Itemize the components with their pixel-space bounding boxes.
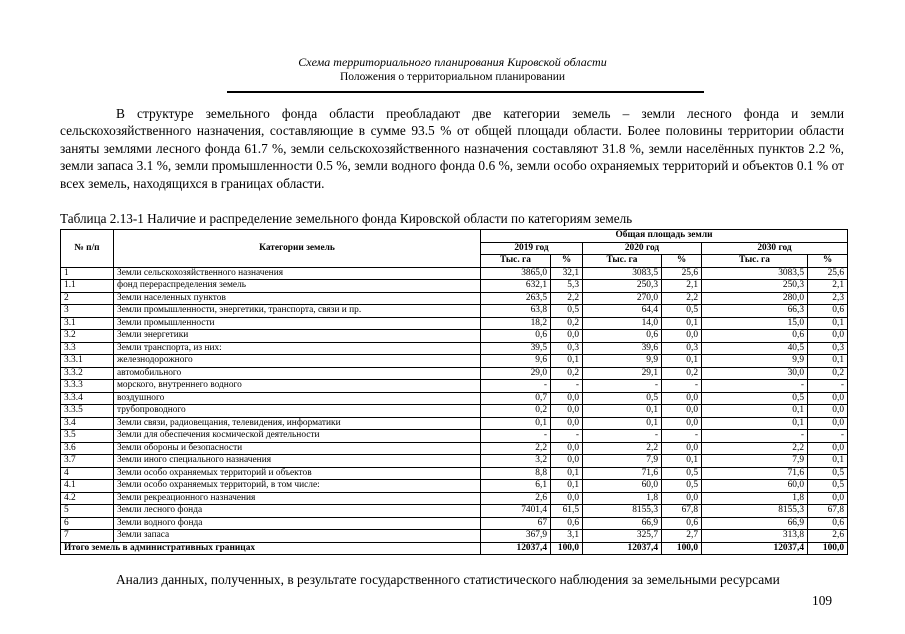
row-percent: -	[808, 380, 848, 393]
table-row	[61, 455, 848, 468]
row-area: -	[702, 430, 808, 443]
row-number: 3	[61, 305, 114, 318]
row-percent: 0,5	[808, 480, 848, 493]
row-percent: -	[551, 430, 583, 443]
table-row	[61, 330, 848, 343]
row-percent: 0,3	[808, 342, 848, 355]
row-category: Земли связи, радиовещания, телевидения, информатики	[114, 417, 481, 430]
row-category: Земли промышленности, энергетики, транспорта, связи и пр.	[114, 305, 481, 318]
row-area: 0,1	[583, 417, 662, 430]
row-area: 66,9	[702, 517, 808, 530]
row-category: воздушного	[114, 392, 481, 405]
row-percent: 0,0	[662, 492, 702, 505]
document-header-title: Схема территориального планирования Кировской области	[298, 55, 607, 69]
row-number: 3.3.3	[61, 380, 114, 393]
row-percent: 0,1	[662, 455, 702, 468]
total-percent: 100,0	[551, 542, 583, 555]
table-row	[61, 292, 848, 305]
row-area: 71,6	[702, 467, 808, 480]
row-percent: 0,0	[551, 330, 583, 343]
table-body	[61, 267, 848, 555]
total-label: Итого земель в административных границах	[61, 542, 481, 555]
table-row	[61, 367, 848, 380]
table-row	[61, 267, 848, 280]
row-area: 2,2	[481, 442, 551, 455]
row-area: 313,8	[702, 530, 808, 543]
table-row	[61, 355, 848, 368]
row-number: 3.4	[61, 417, 114, 430]
row-number: 3.2	[61, 330, 114, 343]
row-number: 3.3.2	[61, 367, 114, 380]
row-percent: 0,1	[551, 467, 583, 480]
row-percent: 0,1	[808, 355, 848, 368]
page-number: 109	[812, 593, 833, 608]
row-category: Земли рекреационного назначения	[114, 492, 481, 505]
row-percent: 2,3	[808, 292, 848, 305]
intro-paragraph: В структуре земельного фонда области преобладают две категории земель – земли лесного фонда и земли сельскохозяйственного назначения, составляющие в сумме 93.5 % от общей площади области. Более половины территории области заняты землями лесного фонда 61.7 %, земли сельскохозяйственного назначения составляют 31.8 %, земли населённых пунктов 2.2 %, земли запаса 3.1 %, земли промышленности 0.5 %, земли водного фонда 0.6 %, земли особо охраняемых территорий и объектов 0.1 % от всех земель, находящихся в границах области.	[60, 106, 844, 191]
row-area: -	[583, 380, 662, 393]
row-area: 60,0	[702, 480, 808, 493]
row-area: 250,3	[702, 280, 808, 293]
row-percent: 0,0	[551, 392, 583, 405]
row-category: трубопроводного	[114, 405, 481, 418]
row-percent: 0,3	[662, 342, 702, 355]
total-area: 12037,4	[583, 542, 662, 555]
header-pct: %	[551, 255, 583, 268]
row-number: 3.3.5	[61, 405, 114, 418]
row-percent: 0,0	[662, 405, 702, 418]
row-area: 64,4	[583, 305, 662, 318]
closing-paragraph: Анализ данных, полученных, в результате государственного статистического наблюдения за земельными ресурсами	[116, 572, 780, 587]
row-area: -	[702, 380, 808, 393]
row-area: 66,9	[583, 517, 662, 530]
row-area: 1,8	[583, 492, 662, 505]
row-category: Земли лесного фонда	[114, 505, 481, 518]
row-area: 66,3	[702, 305, 808, 318]
row-percent: 2,6	[808, 530, 848, 543]
row-percent: -	[551, 380, 583, 393]
row-percent: 0,0	[808, 492, 848, 505]
row-percent: 0,0	[551, 417, 583, 430]
row-percent: 0,2	[551, 367, 583, 380]
header-pct: %	[808, 255, 848, 268]
row-area: 270,0	[583, 292, 662, 305]
row-percent: 0,0	[551, 455, 583, 468]
row-area: 0,5	[702, 392, 808, 405]
row-category: железнодорожного	[114, 355, 481, 368]
row-category: морского, внутреннего водного	[114, 380, 481, 393]
row-area: -	[481, 380, 551, 393]
row-area: 250,3	[583, 280, 662, 293]
row-area: 7,9	[583, 455, 662, 468]
row-area: 67	[481, 517, 551, 530]
total-area: 12037,4	[702, 542, 808, 555]
row-percent: 0,5	[662, 480, 702, 493]
table-row	[61, 480, 848, 493]
row-percent: 0,5	[662, 467, 702, 480]
header-pct: %	[662, 255, 702, 268]
row-area: 15,0	[702, 317, 808, 330]
row-number: 3.5	[61, 430, 114, 443]
document-header-subtitle: Положения о территориальном планировании	[339, 71, 566, 83]
row-category: фонд перераспределения земель	[114, 280, 481, 293]
row-area: 367,9	[481, 530, 551, 543]
header-category: Категории земель	[114, 230, 481, 268]
row-area: 0,1	[702, 417, 808, 430]
row-area: 1,8	[702, 492, 808, 505]
row-category: Земли сельскохозяйственного назначения	[114, 267, 481, 280]
row-area: 39,5	[481, 342, 551, 355]
row-area: 0,6	[702, 330, 808, 343]
row-area: 60,0	[583, 480, 662, 493]
row-percent: 0,6	[808, 517, 848, 530]
row-area: 14,0	[583, 317, 662, 330]
row-area: -	[583, 430, 662, 443]
table-row	[61, 530, 848, 543]
row-number: 3.1	[61, 317, 114, 330]
row-percent: -	[662, 430, 702, 443]
row-area: 71,6	[583, 467, 662, 480]
row-number: 1	[61, 267, 114, 280]
row-area: 3083,5	[583, 267, 662, 280]
row-area: 7,9	[702, 455, 808, 468]
row-area: 280,0	[702, 292, 808, 305]
row-area: 2,2	[583, 442, 662, 455]
row-area: 0,6	[583, 330, 662, 343]
table-row	[61, 517, 848, 530]
table-row	[61, 417, 848, 430]
row-number: 3.3.4	[61, 392, 114, 405]
row-percent: 0,0	[551, 405, 583, 418]
row-number: 7	[61, 530, 114, 543]
header-year-2030: 2030 год	[702, 242, 848, 255]
row-percent: 0,0	[662, 417, 702, 430]
table-row	[61, 317, 848, 330]
row-percent: 25,6	[662, 267, 702, 280]
row-area: 9,6	[481, 355, 551, 368]
row-category: автомобильного	[114, 367, 481, 380]
row-percent: 61,5	[551, 505, 583, 518]
row-number: 5	[61, 505, 114, 518]
table-row	[61, 505, 848, 518]
row-area: 8155,3	[583, 505, 662, 518]
table-row	[61, 305, 848, 318]
row-percent: 0,1	[808, 317, 848, 330]
row-area: 18,2	[481, 317, 551, 330]
row-number: 4.2	[61, 492, 114, 505]
row-area: 29,0	[481, 367, 551, 380]
row-area: 63,8	[481, 305, 551, 318]
row-percent: 32,1	[551, 267, 583, 280]
row-percent: 0,2	[662, 367, 702, 380]
row-category: Земли населенных пунктов	[114, 292, 481, 305]
row-area: 9,9	[702, 355, 808, 368]
header-rule	[227, 91, 704, 93]
row-number: 4.1	[61, 480, 114, 493]
row-area: 0,1	[702, 405, 808, 418]
row-percent: 2,2	[662, 292, 702, 305]
header-unit: Тыс. га	[481, 255, 551, 268]
row-percent: 67,8	[662, 505, 702, 518]
row-area: 6,1	[481, 480, 551, 493]
row-percent: 0,0	[551, 492, 583, 505]
row-category: Земли особо охраняемых территорий и объектов	[114, 467, 481, 480]
row-percent: 3,1	[551, 530, 583, 543]
row-category: Земли водного фонда	[114, 517, 481, 530]
row-percent: 0,0	[662, 392, 702, 405]
table-row	[61, 280, 848, 293]
row-area: 40,5	[702, 342, 808, 355]
row-category: Земли запаса	[114, 530, 481, 543]
row-percent: 25,6	[808, 267, 848, 280]
row-number: 3.3	[61, 342, 114, 355]
row-percent: 2,7	[662, 530, 702, 543]
row-number: 3.6	[61, 442, 114, 455]
row-area: -	[481, 430, 551, 443]
row-percent: 0,0	[662, 330, 702, 343]
row-percent: 0,1	[551, 480, 583, 493]
total-area: 12037,4	[481, 542, 551, 555]
row-category: Земли энергетики	[114, 330, 481, 343]
row-area: 632,1	[481, 280, 551, 293]
row-area: 39,6	[583, 342, 662, 355]
row-area: 0,6	[481, 330, 551, 343]
table-row	[61, 467, 848, 480]
row-percent: 2,1	[662, 280, 702, 293]
row-area: 0,5	[583, 392, 662, 405]
row-percent: 0,0	[808, 417, 848, 430]
row-area: 9,9	[583, 355, 662, 368]
row-number: 1.1	[61, 280, 114, 293]
row-category: Земли иного специального назначения	[114, 455, 481, 468]
row-percent: 0,1	[551, 355, 583, 368]
table-row	[61, 405, 848, 418]
row-percent: 0,0	[808, 405, 848, 418]
row-category: Земли промышленности	[114, 317, 481, 330]
row-percent: 0,0	[808, 392, 848, 405]
row-area: 0,1	[583, 405, 662, 418]
header-unit: Тыс. га	[583, 255, 662, 268]
row-percent: -	[808, 430, 848, 443]
row-percent: 0,5	[551, 305, 583, 318]
row-number: 3.3.1	[61, 355, 114, 368]
row-area: 0,7	[481, 392, 551, 405]
row-area: 30,0	[702, 367, 808, 380]
row-percent: 0,1	[662, 355, 702, 368]
row-percent: 0,2	[551, 317, 583, 330]
table-row	[61, 380, 848, 393]
table-total-row	[61, 542, 848, 555]
row-category: Земли транспорта, из них:	[114, 342, 481, 355]
row-percent: 0,5	[808, 467, 848, 480]
row-area: 3,2	[481, 455, 551, 468]
total-percent: 100,0	[662, 542, 702, 555]
row-area: 8,8	[481, 467, 551, 480]
row-area: 325,7	[583, 530, 662, 543]
row-area: 7401,4	[481, 505, 551, 518]
table-row	[61, 492, 848, 505]
header-total-area: Общая площадь земли	[481, 230, 848, 243]
row-area: 3083,5	[702, 267, 808, 280]
row-number: 6	[61, 517, 114, 530]
row-percent: 0,6	[662, 517, 702, 530]
row-percent: 0,0	[551, 442, 583, 455]
row-number: 3.7	[61, 455, 114, 468]
row-number: 2	[61, 292, 114, 305]
row-area: 8155,3	[702, 505, 808, 518]
row-area: 2,6	[481, 492, 551, 505]
row-percent: 2,1	[808, 280, 848, 293]
row-percent: -	[662, 380, 702, 393]
header-unit: Тыс. га	[702, 255, 808, 268]
row-percent: 0,0	[808, 330, 848, 343]
header-year-2019: 2019 год	[481, 242, 583, 255]
row-area: 29,1	[583, 367, 662, 380]
row-number: 4	[61, 467, 114, 480]
header-year-2020: 2020 год	[583, 242, 702, 255]
row-area: 3865,0	[481, 267, 551, 280]
row-percent: 0,0	[662, 442, 702, 455]
total-percent: 100,0	[808, 542, 848, 555]
row-area: 263,5	[481, 292, 551, 305]
table-row	[61, 392, 848, 405]
row-percent: 0,6	[551, 517, 583, 530]
row-percent: 0,1	[808, 455, 848, 468]
row-percent: 0,6	[808, 305, 848, 318]
row-category: Земли особо охраняемых территорий, в том числе:	[114, 480, 481, 493]
table-row	[61, 430, 848, 443]
row-percent: 67,8	[808, 505, 848, 518]
row-percent: 0,1	[662, 317, 702, 330]
row-area: 2,2	[702, 442, 808, 455]
table-caption: Таблица 2.13-1 Наличие и распределение земельного фонда Кировской области по категориям земель	[60, 211, 633, 226]
row-category: Земли для обеспечения космической деятельности	[114, 430, 481, 443]
row-area: 0,2	[481, 405, 551, 418]
table-row	[61, 442, 848, 455]
row-percent: 0,5	[662, 305, 702, 318]
row-percent: 2,2	[551, 292, 583, 305]
row-percent: 0,2	[808, 367, 848, 380]
row-area: 0,1	[481, 417, 551, 430]
row-percent: 5,3	[551, 280, 583, 293]
row-percent: 0,0	[808, 442, 848, 455]
land-fund-table	[60, 229, 848, 555]
header-num: № п/п	[61, 230, 114, 268]
row-category: Земли обороны и безопасности	[114, 442, 481, 455]
table-row	[61, 342, 848, 355]
row-percent: 0,3	[551, 342, 583, 355]
